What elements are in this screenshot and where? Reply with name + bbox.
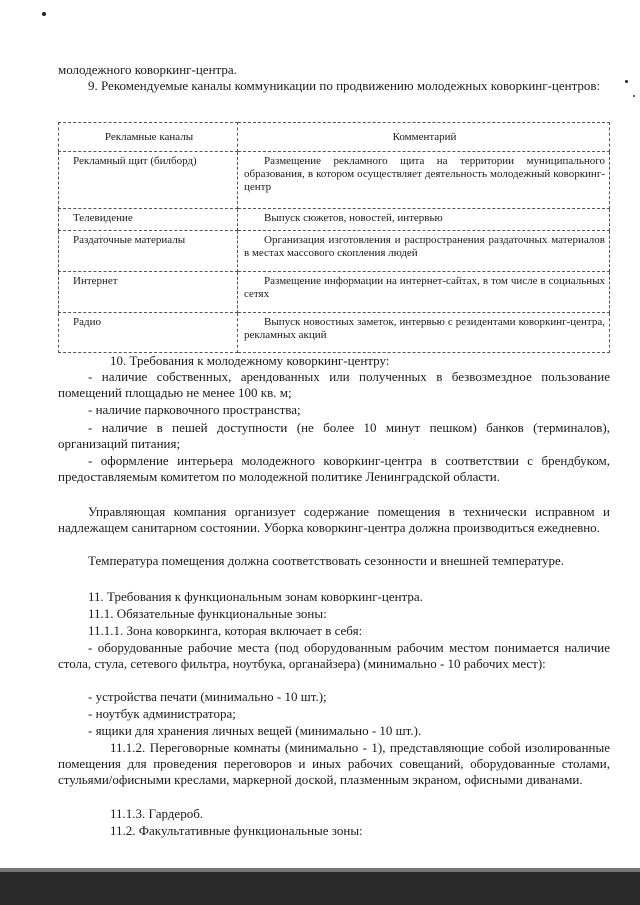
- table-row: [59, 209, 610, 231]
- table-header-row: [59, 123, 610, 152]
- zone-item: - оборудованные рабочие места (под оборудованным рабочим местом понимается наличие стола, стула, сетевого фильтра, ноутбука, органайзера) (минимально - 10 рабочих мест):: [58, 640, 610, 671]
- zone-item: - ноутбук администратора;: [88, 706, 236, 721]
- table-cell-channel: Интернет: [59, 272, 238, 313]
- table-header: Рекламные каналы: [59, 123, 238, 152]
- channels-table: [58, 122, 610, 353]
- table-cell-comment: Выпуск сюжетов, новостей, интервью: [238, 209, 610, 231]
- section-11-1-2: 11.1.2. Переговорные комнаты (минимально - 1), представляющие собой изолированные помещения для проведения переговоров и иных рабочих совещаний, оборудованные столами, стульями/офисными креслами, маркерной доской, плазменным экраном, офисными диванами.: [58, 740, 610, 787]
- table-cell-comment: Организация изготовления и распространения раздаточных материалов в местах массового скопления людей: [238, 231, 610, 272]
- req-item: - оформление интерьера молодежного коворкинг-центра в соответствии с брендбуком, предоставляемым комитетом по молодежной политике Ленинградской области.: [58, 453, 610, 484]
- section-11-title: 11. Требования к функциональным зонам коворкинг-центра.: [88, 589, 423, 604]
- section-9-title: 9. Рекомендуемые каналы коммуникации по продвижению молодежных коворкинг-центров:: [88, 78, 601, 93]
- intro-tail: молодежного коворкинг-центра.: [58, 62, 237, 77]
- zone-item: - ящики для хранения личных вещей (минимально - 10 шт.).: [88, 723, 422, 738]
- table-cell-channel: Рекламный щит (билборд): [59, 152, 238, 209]
- section-11-1: 11.1. Обязательные функциональные зоны:: [88, 606, 327, 621]
- req-item: - наличие собственных, арендованных или полученных в безвозмездное пользование помещений площадью не менее 100 кв. м;: [58, 369, 610, 400]
- table-row: [59, 231, 610, 272]
- scan-edge: [0, 872, 640, 905]
- temperature-paragraph: Температура помещения должна соответствовать сезонности и внешней температуре.: [88, 553, 565, 568]
- section-11-1-1: 11.1.1. Зона коворкинга, которая включает в себя:: [88, 623, 363, 638]
- scan-speck: [633, 95, 635, 97]
- section-10-title: 10. Требования к молодежному коворкинг-центру:: [110, 353, 390, 368]
- req-item: - наличие в пешей доступности (не более 10 минут пешком) банков (терминалов), организаций питания;: [58, 420, 610, 451]
- table-cell-comment: Выпуск новостных заметок, интервью с резидентами коворкинг-центра, рекламных акций: [238, 313, 610, 353]
- table-row: [59, 152, 610, 209]
- table-row: [59, 313, 610, 353]
- req-item: - наличие парковочного пространства;: [88, 402, 301, 417]
- zone-item: - устройства печати (минимально - 10 шт.);: [88, 689, 327, 704]
- table-header: Комментарий: [238, 123, 610, 152]
- table-row: [59, 272, 610, 313]
- table-cell-channel: Радио: [59, 313, 238, 353]
- maintenance-paragraph: Управляющая компания организует содержание помещения в технически исправном и надлежащем санитарном состоянии. Уборка коворкинг-центра должна производиться ежедневно.: [58, 504, 610, 535]
- table-cell-comment: Размещение информации на интернет-сайтах, в том числе в социальных сетях: [238, 272, 610, 313]
- table-cell-comment: Размещение рекламного щита на территории муниципального образования, в котором осуществляет деятельность молодежный коворкинг-центр: [238, 152, 610, 209]
- scan-speck: [625, 80, 628, 83]
- section-11-2: 11.2. Факультативные функциональные зоны:: [110, 823, 363, 838]
- scan-speck: [42, 12, 46, 16]
- section-11-1-3: 11.1.3. Гардероб.: [110, 806, 204, 821]
- table-cell-channel: Раздаточные материалы: [59, 231, 238, 272]
- table-cell-channel: Телевидение: [59, 209, 238, 231]
